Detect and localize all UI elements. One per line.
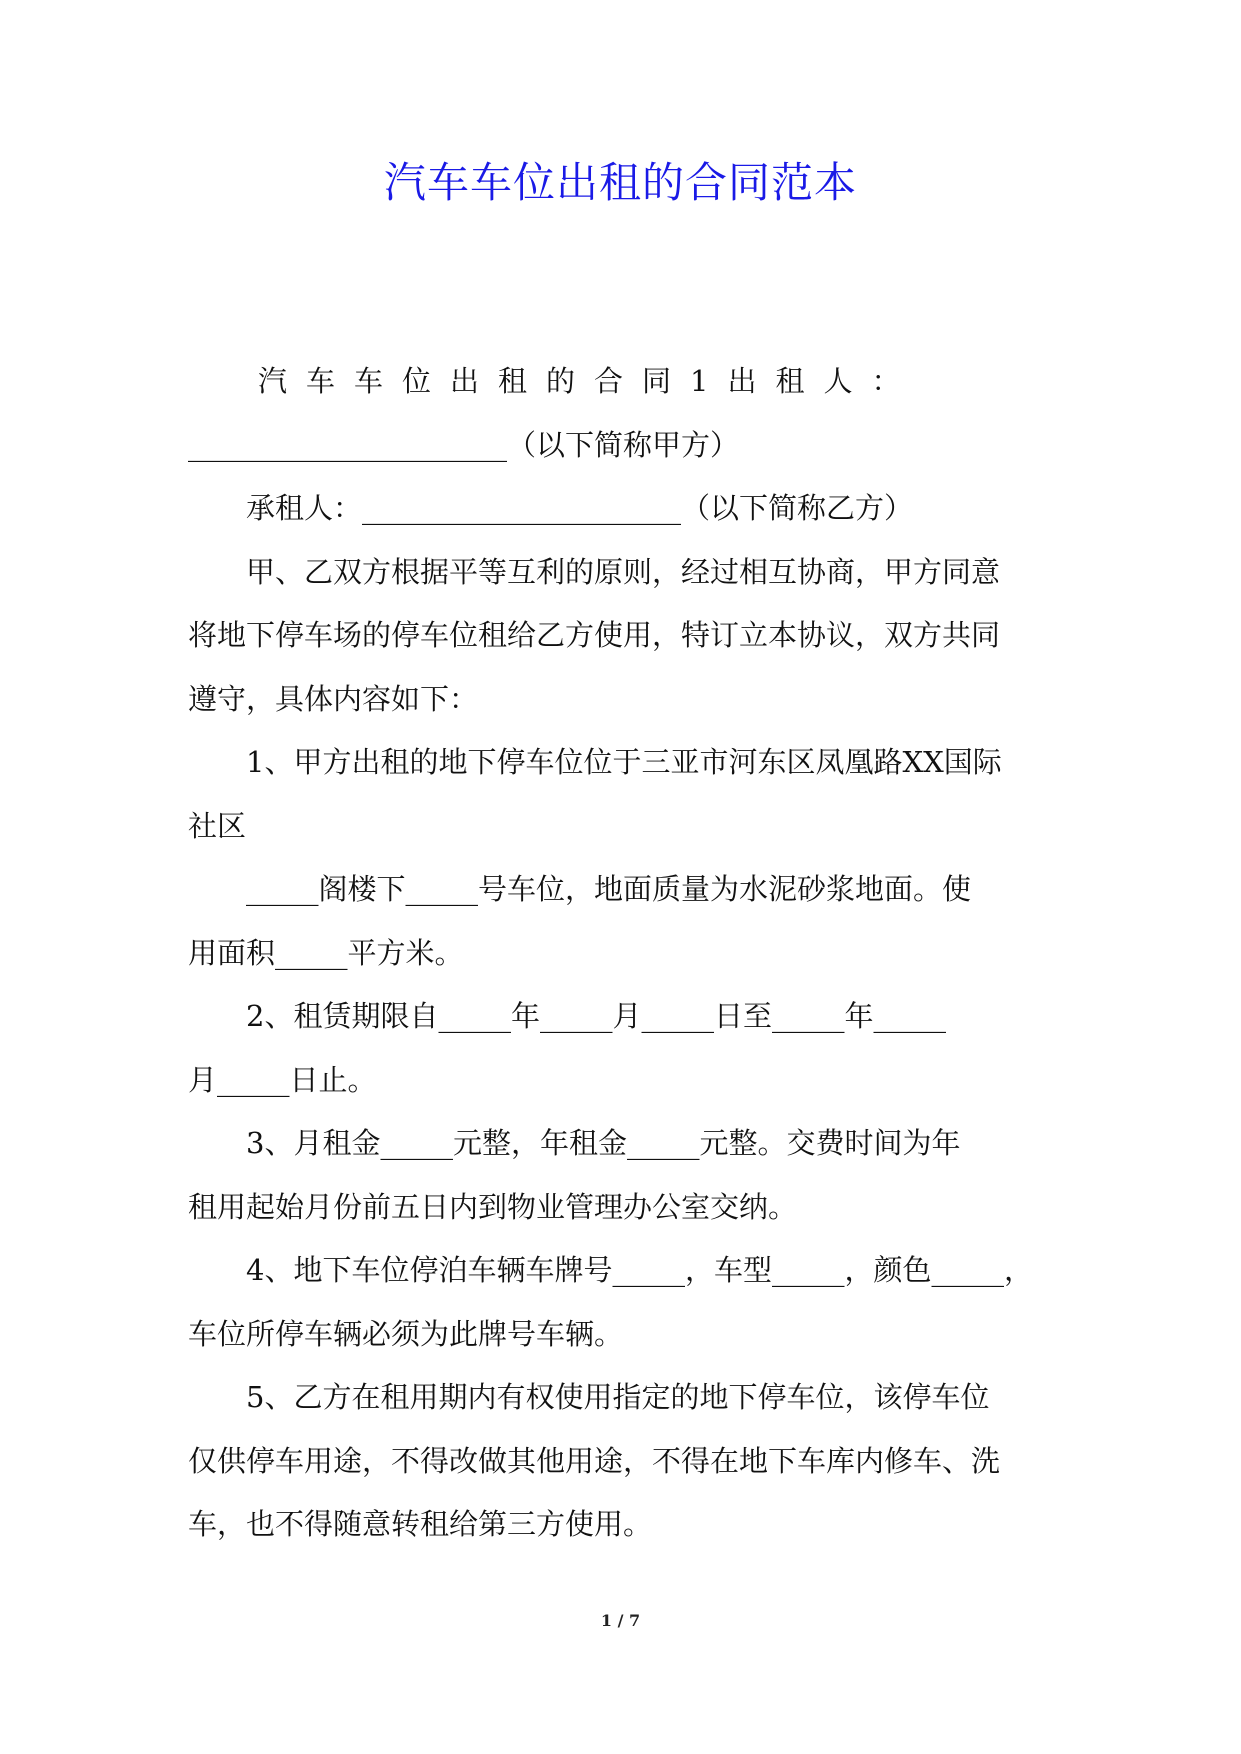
body-line: 1、甲方出租的地下停车位位于三亚市河东区凤凰路XX国际 xyxy=(246,745,1002,779)
contract-heading-line xyxy=(188,350,1056,414)
body-line: ______________________（以下简称甲方） xyxy=(188,427,740,462)
body-line: _____阁楼下_____号车位，地面质量为水泥砂浆地面。使 xyxy=(246,872,972,906)
body-line: 仅供停车用途，不得改做其他用途，不得在地下车库内修车、洗 xyxy=(188,1443,1001,1478)
body-line: 4、地下车位停泊车辆车牌号_____，车型_____，颜色_____， xyxy=(246,1253,1033,1287)
contract-heading-text: 汽车车位出租的合同1出租人： xyxy=(258,364,920,398)
body-line: 甲、乙双方根据平等互利的原则，经过相互协商，甲方同意 xyxy=(246,554,1001,589)
body-line: 租用起始月份前五日内到物业管理办公室交纳。 xyxy=(188,1189,798,1224)
document-title: 汽车车位出租的合同范本 xyxy=(383,158,857,207)
page-number: 1 / 7 xyxy=(600,1611,641,1630)
body-line: 遵守，具体内容如下： xyxy=(188,681,479,716)
body-line: 5、乙方在租用期内有权使用指定的地下停车位，该停车位 xyxy=(246,1380,990,1414)
body-line: 3、月租金_____元整，年租金_____元整。交费时间为年 xyxy=(246,1126,961,1160)
body-line: 2、租赁期限自_____年_____月_____日至_____年_____ xyxy=(246,999,946,1033)
body-line: 车位所停车辆必须为此牌号车辆。 xyxy=(188,1316,624,1351)
body-line: 承租人：______________________（以下简称乙方） xyxy=(246,491,914,525)
body-line: 将地下停车场的停车位租给乙方使用，特订立本协议，双方共同 xyxy=(188,618,1001,652)
body-line: 社区 xyxy=(188,808,247,843)
document-body xyxy=(188,350,1056,1557)
body-line: 月_____日止。 xyxy=(188,1062,377,1097)
body-line: 车，也不得随意转租给第三方使用。 xyxy=(188,1507,653,1541)
body-line: 用面积_____平方米。 xyxy=(188,935,464,970)
